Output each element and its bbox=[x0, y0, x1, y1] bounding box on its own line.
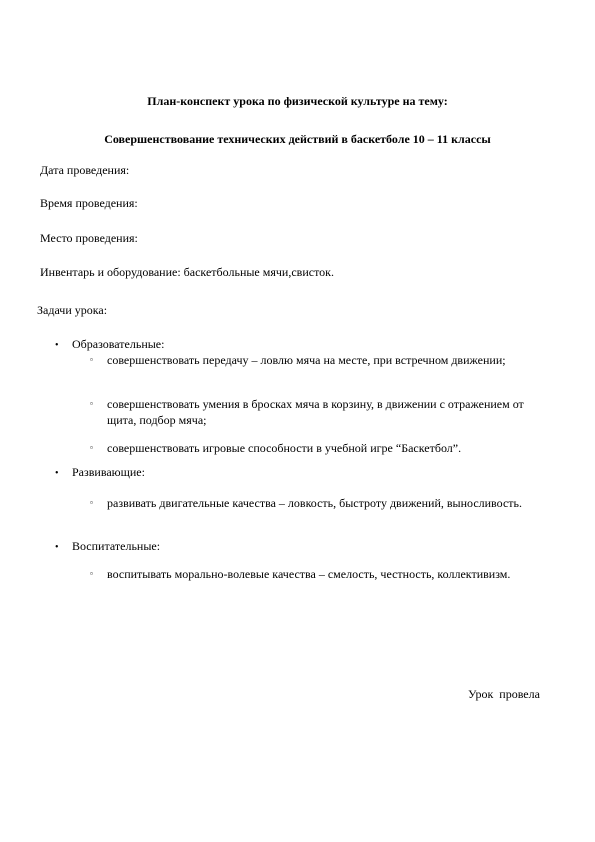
category-label: Образовательные: bbox=[72, 337, 165, 351]
field-place: Место проведения: bbox=[40, 231, 138, 245]
list-item-text: совершенствовать передачу – ловлю мяча на месте, при встречном движении; bbox=[107, 353, 506, 367]
list-item-text: совершенствовать умения в бросках мяча в корзину, в движении с отражением от щита, подбор мяча; bbox=[107, 397, 524, 427]
square-bullet-icon: ▫ bbox=[90, 443, 93, 452]
signature-line: Урок провела bbox=[468, 687, 540, 701]
lesson-topic: Совершенствование технических действий в баскетболе 10 – 11 классы bbox=[104, 132, 491, 146]
field-time: Время проведения: bbox=[40, 196, 138, 210]
square-bullet-icon: ▫ bbox=[90, 399, 93, 408]
square-bullet-icon: ▫ bbox=[90, 569, 93, 578]
field-date: Дата проведения: bbox=[40, 163, 130, 177]
document-title: План-конспект урока по физической культуре на тему: bbox=[147, 94, 448, 108]
category-developing bbox=[55, 465, 145, 480]
category-educational bbox=[55, 337, 164, 352]
list-item-text: совершенствовать игровые способности в учебной игре “Баскетбол”. bbox=[107, 441, 462, 455]
bullet-icon: • bbox=[55, 542, 59, 553]
square-bullet-icon: ▫ bbox=[90, 355, 93, 364]
category-label: Воспитательные: bbox=[72, 539, 161, 553]
bullet-icon: • bbox=[55, 468, 59, 479]
category-upbringing bbox=[55, 539, 160, 554]
list-item bbox=[90, 440, 543, 456]
list-item bbox=[90, 495, 543, 511]
category-label: Развивающие: bbox=[72, 465, 145, 479]
tasks-heading: Задачи урока: bbox=[37, 303, 108, 317]
list-item bbox=[90, 566, 543, 582]
field-inventory: Инвентарь и оборудование: баскетбольные мячи,свисток. bbox=[40, 265, 334, 279]
list-item-text: развивать двигательные качества – ловкость, быстроту движений, выносливость. bbox=[107, 496, 522, 510]
bullet-icon: • bbox=[55, 340, 59, 351]
list-item-text: воспитывать морально-волевые качества – смелость, честность, коллективизм. bbox=[107, 567, 511, 581]
list-item bbox=[90, 396, 543, 428]
list-item bbox=[90, 352, 543, 368]
square-bullet-icon: ▫ bbox=[90, 498, 93, 507]
